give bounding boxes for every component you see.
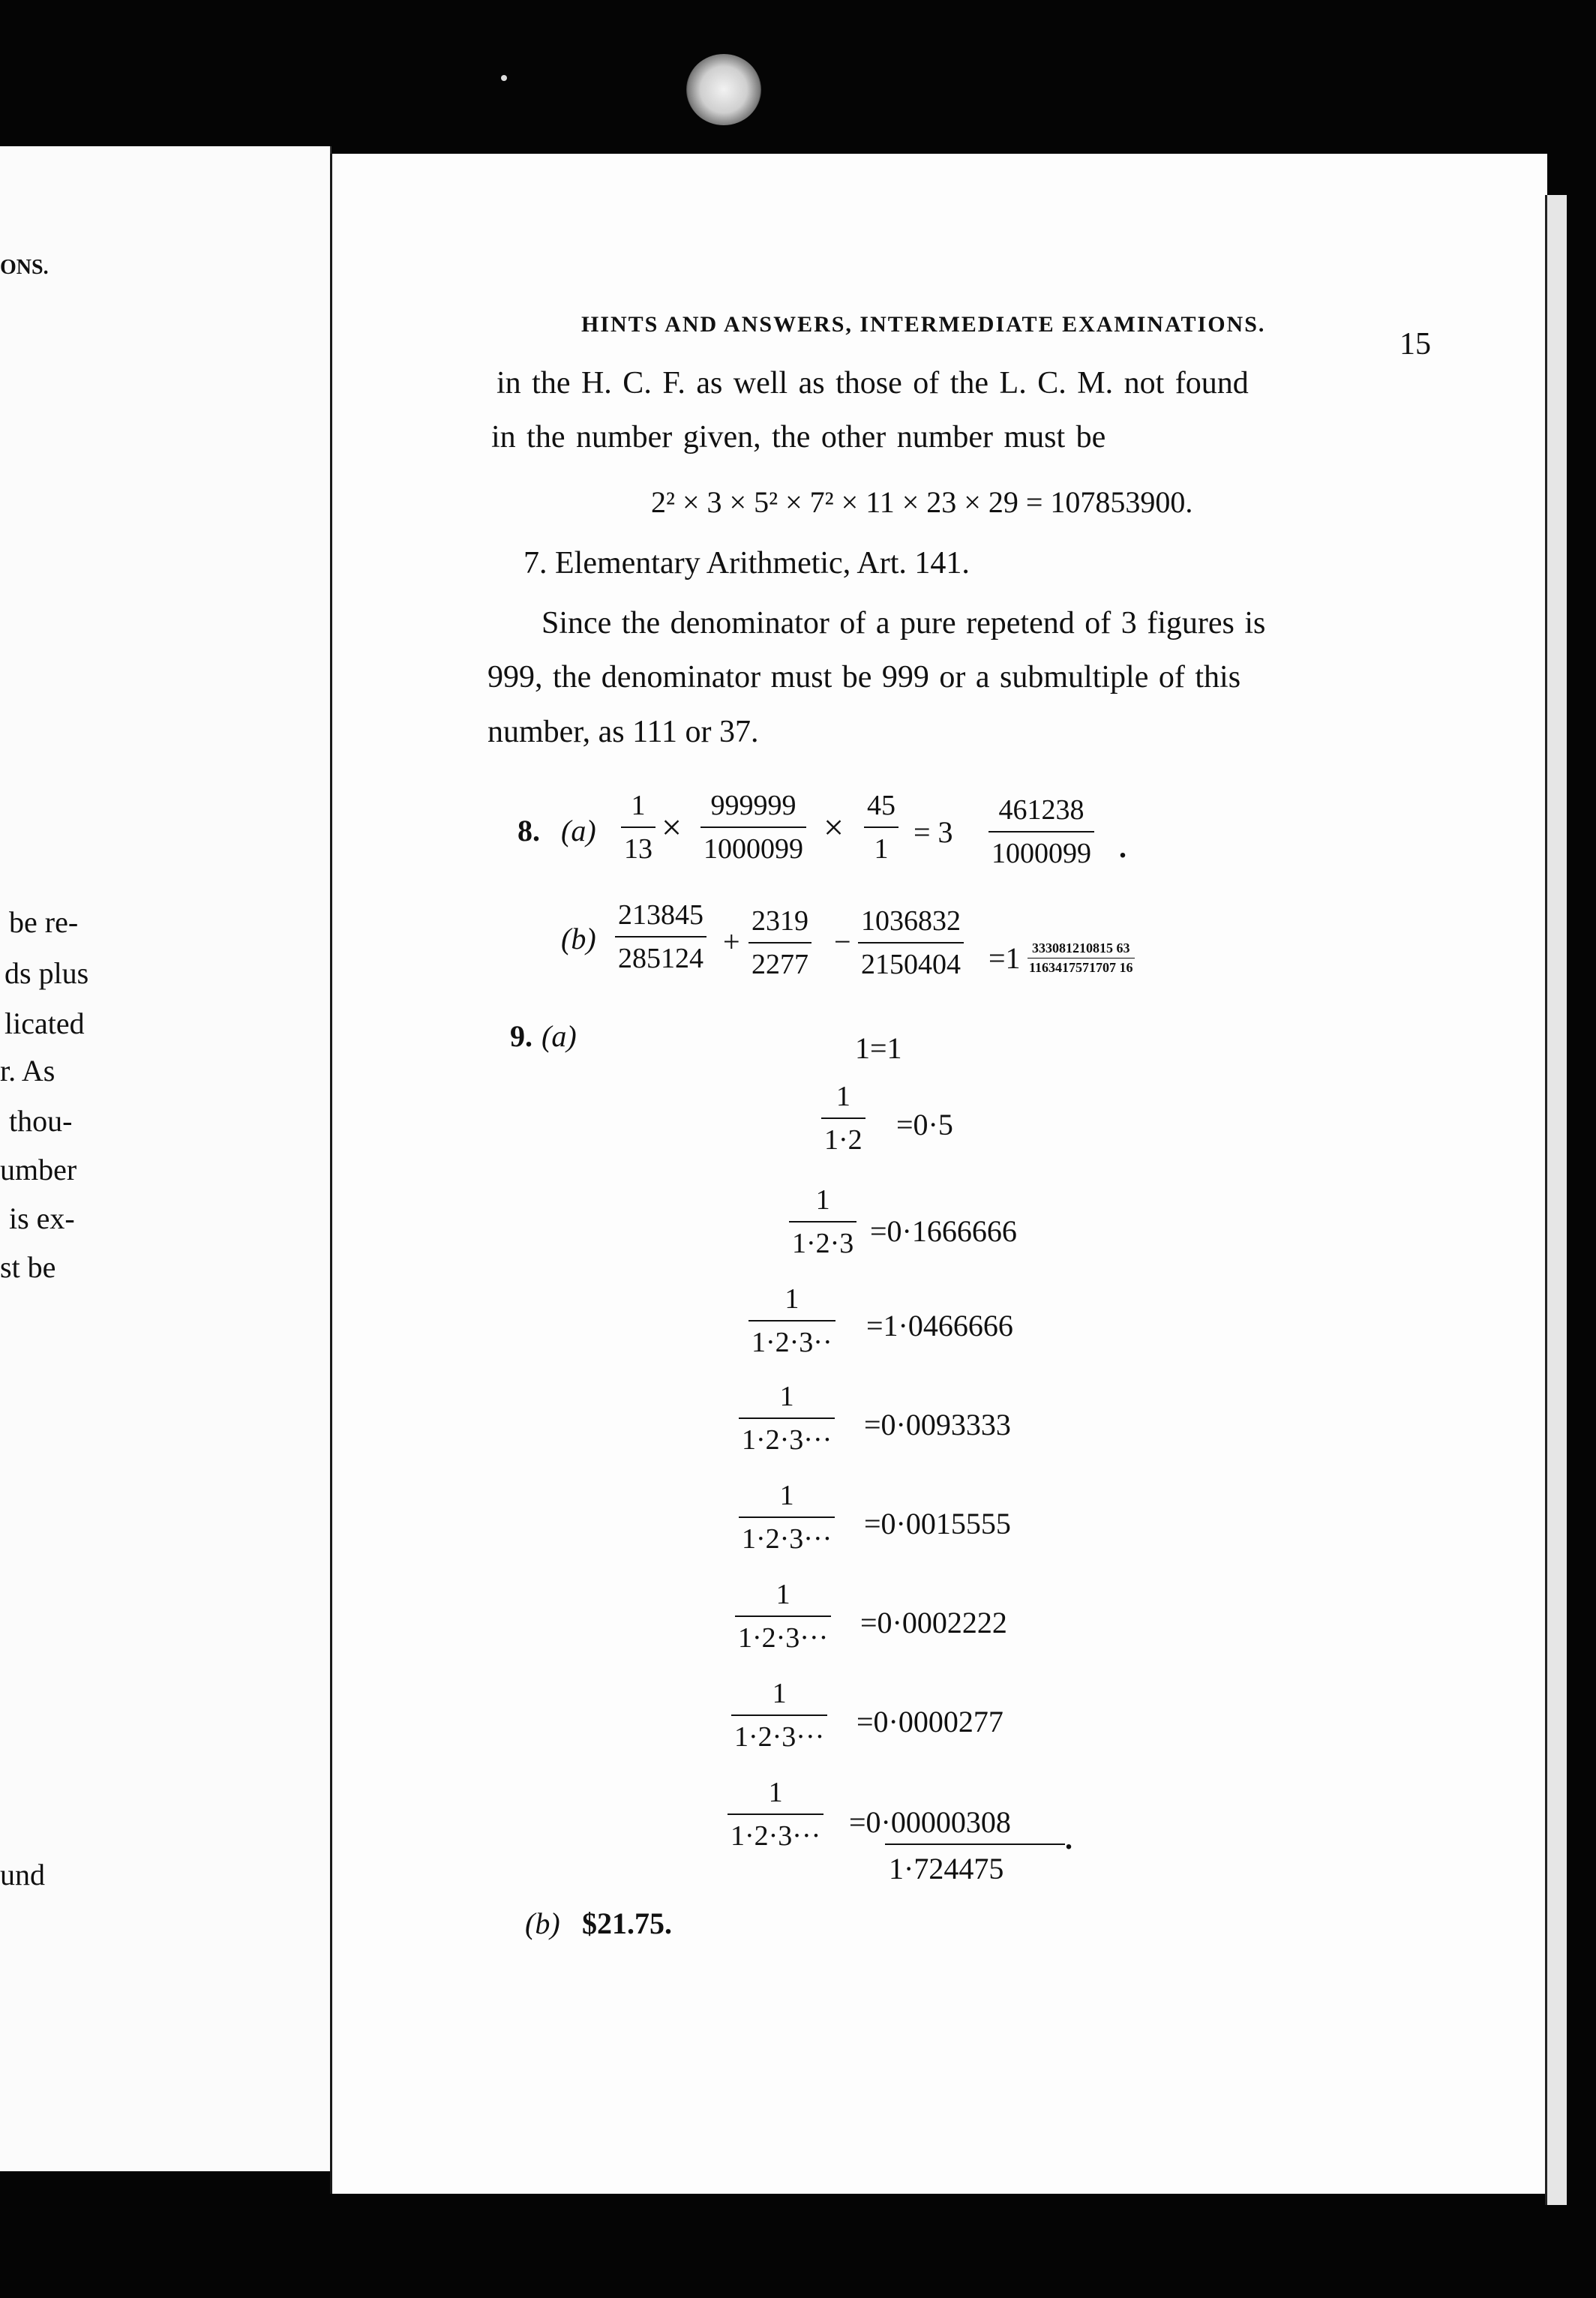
left-page (0, 146, 332, 2171)
term-value: =0·0015555 (864, 1507, 1011, 1540)
page-edge (1545, 195, 1567, 2205)
running-title: HINTS AND ANSWERS, INTERMEDIATE EXAMINATIONS. (581, 312, 1266, 337)
left-line: und (0, 1858, 45, 1892)
body-line: in the number given, the other number must be (491, 420, 1106, 454)
fraction: $\frac{333081210815 63}{1163417571707 16}$ (1029, 940, 1133, 975)
left-header-fragment: ONS. (0, 256, 49, 279)
left-line: st be (0, 1250, 56, 1284)
term-value: =0·0093333 (864, 1408, 1011, 1442)
left-line: ds plus (4, 956, 89, 990)
fraction: $\frac{1}{1\cdot 2\cdot 3\cdot\cdot\cdot}$ (731, 1677, 827, 1754)
term-value: =1·0466666 (866, 1309, 1013, 1342)
term-value: =0·0002222 (860, 1606, 1007, 1640)
formula: 2² × 3 × 5² × 7² × 11 × 23 × 29 = 107853900. (651, 485, 1193, 519)
period: . (1119, 830, 1126, 864)
equals-value: =1 (988, 941, 1021, 975)
times-sign: × (824, 808, 844, 848)
minus-sign: − (834, 925, 851, 958)
page-number: 15 (1400, 327, 1431, 362)
fraction: $\frac{1}{1\cdot 2}$ (821, 1080, 866, 1156)
part-a-label: (a) (542, 1019, 577, 1053)
left-line: is ex- (9, 1202, 75, 1235)
part-b-label: (b) (525, 1906, 560, 1940)
body-line: number, as 111 or 37. (488, 715, 759, 749)
body-line: 999, the denominator must be 999 or a submultiple of this (488, 660, 1241, 694)
plus-sign: + (723, 925, 740, 958)
equals-value: = 3 (914, 815, 953, 849)
left-line: umber (0, 1153, 77, 1186)
series-total: 1·724475 (889, 1852, 1004, 1886)
times-sign: × (662, 808, 682, 848)
left-line: licated (4, 1006, 85, 1040)
body-line: Since the denominator of a pure repetend of 3 figures is (542, 606, 1266, 640)
term-value: =0·00000308 (849, 1805, 1011, 1839)
part-a-label: (a) (561, 814, 596, 848)
left-line: r. As (0, 1054, 56, 1088)
fraction: $\frac{1036832}{2150404}$ (858, 904, 964, 981)
left-line: be re- (9, 905, 79, 939)
fraction: $\frac{461238}{1000099}$ (988, 794, 1094, 870)
fraction: $\frac{1}{1\cdot 2\cdot 3\cdot\cdot\cdot}$ (739, 1479, 835, 1556)
right-page (330, 154, 1547, 2194)
term-value: =0·5 (896, 1108, 953, 1142)
fraction: $\frac{1}{1\cdot 2\cdot 3}$ (789, 1184, 856, 1260)
fraction: $\frac{1}{1\cdot 2\cdot 3\cdot\cdot}$ (748, 1282, 836, 1359)
fraction: $\frac{999999}{1000099}$ (700, 789, 806, 866)
fraction: $\frac{1}{13}$ (621, 789, 656, 866)
sum-rule (885, 1844, 1065, 1845)
fraction: $\frac{2319}{2277}$ (748, 904, 812, 981)
question-7-label: 7. Elementary Arithmetic, Art. 141. (524, 546, 970, 580)
body-line: in the H. C. F. as well as those of the L. C. M. not found (496, 366, 1249, 400)
question-8-label: 8. (518, 814, 540, 848)
page-smudge (686, 54, 761, 125)
fraction: $\frac{1}{1\cdot 2\cdot 3\cdot\cdot\cdot}$ (728, 1776, 824, 1852)
fraction: $\frac{213845}{285124}$ (615, 898, 706, 975)
speck (501, 75, 507, 81)
term-value: =0·0000277 (856, 1705, 1004, 1738)
period: . (1065, 1822, 1072, 1856)
series-first-term: 1=1 (855, 1031, 902, 1065)
fraction: $\frac{1}{1\cdot 2\cdot 3\cdot\cdot\cdot}$ (739, 1380, 835, 1456)
question-9-label: 9. (510, 1019, 532, 1053)
fraction: $\frac{45}{1}$ (864, 789, 898, 866)
left-line: thou- (9, 1104, 73, 1138)
part-b-label: (b) (561, 922, 596, 956)
term-value: =0·1666666 (870, 1214, 1017, 1248)
fraction: $\frac{1}{1\cdot 2\cdot 3\cdot\cdot\cdot}$ (735, 1578, 831, 1654)
answer-value: $21.75. (582, 1906, 672, 1940)
